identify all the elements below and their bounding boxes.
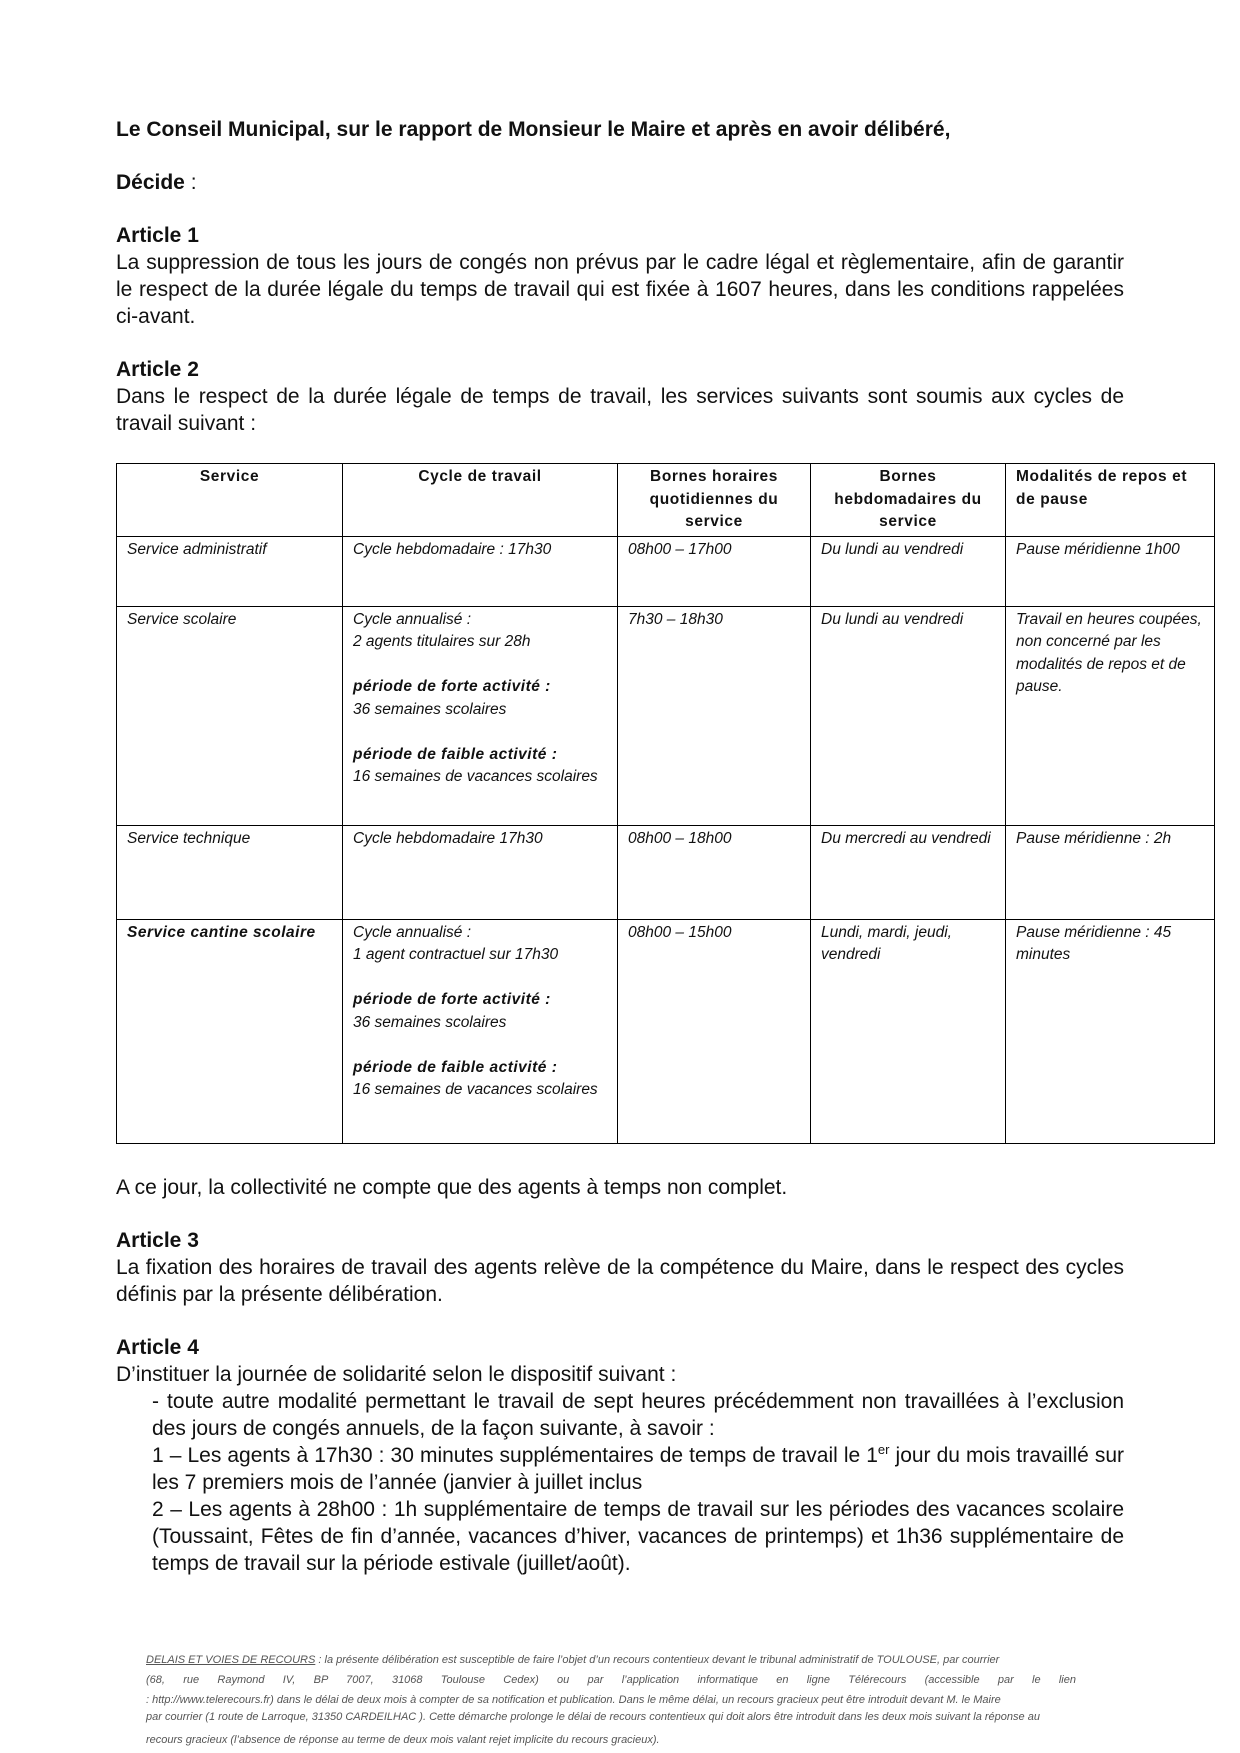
cell-cycle [343,919,618,1143]
cell-modalites: Travail en heures coupées, non concerné par les modalités de repos et de pause. [1006,606,1215,825]
article1-title: Article 1 [116,224,199,247]
cell-service: Service administratif [117,536,343,606]
header-modalites: Modalités de repos et de pause [1006,464,1215,537]
cell-bornes-hebdomadaires: Du lundi au vendredi [811,536,1006,606]
cell-bornes-hebdomadaires: Du mercredi au vendredi [811,825,1006,919]
cell-cycle: Cycle hebdomadaire 17h30 [343,825,618,919]
decide-line [116,169,1124,196]
list-item [152,1442,1124,1496]
cell-modalites: Pause méridienne : 2h [1006,825,1215,919]
list-item: 2 – Les agents à 28h00 : 1h supplémentaire de temps de travail sur les périodes des vacances scolaire (Toussaint, Fêtes de fin d’année, vacances d’hiver, vacances de printemps) et 1h36 supplémentaire de temps de travail sur la période estivale (juillet/août). [152,1497,1124,1575]
decide-label: Décide [116,171,185,194]
article4-list [152,1388,1124,1577]
cell-modalites: Pause méridienne : 45 minutes [1006,919,1215,1143]
cycle-forte-value: 36 semaines scolaires [353,700,507,718]
list-item: - toute autre modalité permettant le travail de sept heures précédemment non travaillées à l’exclusion des jours de congés annuels, de la façon suivante, à savoir : [152,1389,1124,1440]
article1-text: La suppression de tous les jours de congés non prévus par le cadre légal et règlementaire, afin de garantir le respect de la durée légale du temps de travail qui est fixée à 1607 heures, dans les conditions rappelées ci-avant. [116,251,1124,328]
cycle-forte-label: période de forte activité : [353,991,551,1008]
footer-line: (68, rue Raymond IV, BP 7007, 31068 Toulouse Cedex) ou par l’application informatique en ligne Télérecours (accessible par le lien [146,1674,1076,1686]
item1-part-a: 1 – Les agents à 17h30 : 30 minutes supplémentaires de temps de travail le 1 [152,1443,878,1467]
cycle-faible-value: 16 semaines de vacances scolaires [353,1081,598,1098]
cycle-type: Cycle annualisé : [353,610,472,628]
cycle-forte-value: 36 semaines scolaires [353,1013,507,1031]
cell-cycle: Cycle hebdomadaire : 17h30 [343,536,618,606]
document-page [116,116,1202,1577]
work-cycles-table [116,463,1215,1144]
cell-bornes-quotidiennes: 7h30 – 18h30 [618,606,811,825]
header-service: Service [117,464,343,537]
article4-title: Article 4 [116,1335,199,1359]
header-bornes-hebdomadaires: Bornes hebdomadaires du service [811,464,1006,537]
footer-recourse-notice [146,1650,1076,1750]
header-bornes-quotidiennes: Bornes horaires quotidiennes du service [618,464,811,537]
cell-cycle [343,606,618,825]
cycle-faible-label: période de faible activité : [353,745,558,763]
cycle-faible-value: 16 semaines de vacances scolaires [353,768,598,785]
cell-service: Service scolaire [117,606,343,825]
article4-intro: D’instituer la journée de solidarité selon le dispositif suivant : [116,1362,677,1386]
footer-line: recours gracieux (l’absence de réponse au terme de deux mois valant rejet implicite du recours gracieux). [146,1734,660,1746]
cell-bornes-hebdomadaires: Du lundi au vendredi [811,606,1006,825]
header-cycle: Cycle de travail [343,464,618,537]
cycle-agents: 2 agents titulaires sur 28h [353,633,531,650]
article3-title: Article 3 [116,1228,199,1252]
footer-line: par courrier (1 route de Larroque, 31350 CARDEILHAC ). Cette démarche prolonge le délai de recours contentieux qui doit alors être introduit dans les deux mois suivant la réponse au [146,1711,1040,1723]
decide-suffix: : [184,171,197,194]
intro-paragraph: Le Conseil Municipal, sur le rapport de Monsieur le Maire et après en avoir délibéré, [116,118,951,141]
footer-text: : la présente délibération est susceptible de faire l’objet d’un recours contentieux devant le tribunal administratif de TOULOUSE, par courrier [315,1654,1000,1666]
footer-link[interactable]: DELAIS ET VOIES DE RECOURS [146,1654,316,1666]
table-row [117,536,1215,606]
cell-bornes-hebdomadaires: Lundi, mardi, jeudi, vendredi [811,919,1006,1143]
footer-line: : http://www.telerecours.fr) dans le délai de deux mois à compter de sa notification et publication. Dans le même délai, un recours gracieux peut être introduit devant M. le Maire [146,1694,1001,1706]
cell-bornes-quotidiennes: 08h00 – 17h00 [618,536,811,606]
cell-service: Service cantine scolaire [117,919,343,1143]
cell-bornes-quotidiennes: 08h00 – 15h00 [618,919,811,1143]
after-table-text: A ce jour, la collectivité ne compte que des agents à temps non complet. [116,1175,788,1199]
article2-text: Dans le respect de la durée légale de temps de travail, les services suivants sont soumis aux cycles de travail suivant : [116,385,1124,435]
cycle-faible-label: période de faible activité : [353,1058,558,1076]
cell-modalites: Pause méridienne 1h00 [1006,536,1215,606]
item1-superscript: er [877,1441,890,1457]
cycle-forte-label: période de forte activité : [353,678,551,695]
article3-text: La fixation des horaires de travail des agents relève de la compétence du Maire, dans le respect des cycles définis par la présente délibération. [116,1255,1124,1306]
item1-part-b: jour du mois travaillé sur les 7 premiers mois de l’année (janvier à juillet inclus [152,1443,1124,1494]
cycle-type: Cycle annualisé : [353,923,472,941]
table-row [117,606,1215,825]
footer-line [146,1650,1076,1670]
table-row [117,825,1215,919]
cycle-agents: 1 agent contractuel sur 17h30 [353,946,559,963]
cell-service: Service technique [117,825,343,919]
article2-title: Article 2 [116,358,199,381]
cell-bornes-quotidiennes: 08h00 – 18h00 [618,825,811,919]
table-header-row [117,464,1215,537]
table-row [117,919,1215,1143]
